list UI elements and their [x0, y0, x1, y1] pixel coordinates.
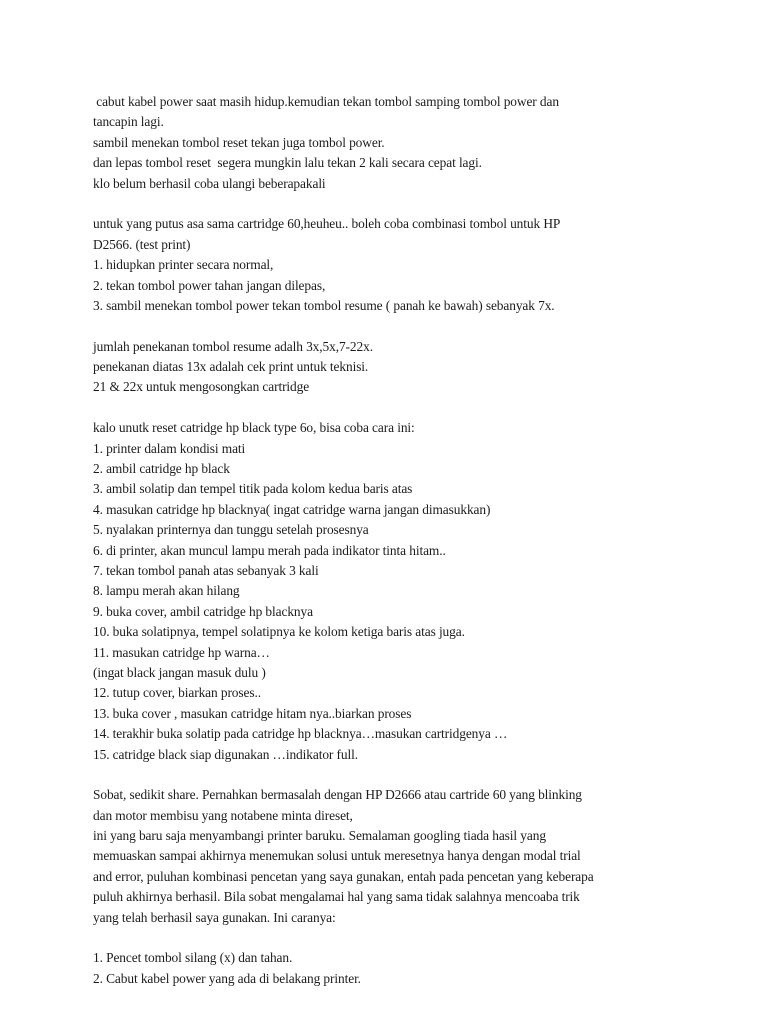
text-line: untuk yang putus asa sama cartridge 60,heuheu.. boleh coba combinasi tombol untuk HP [93, 216, 561, 232]
list-item: 11. masukan catridge hp warna… [93, 644, 270, 660]
text-line: dan motor membisu yang notabene minta direset, [93, 807, 353, 823]
list-item: 3. sambil menekan tombol power tekan tombol resume ( panah ke bawah) sebanyak 7x. [93, 297, 555, 313]
list-item: 13. buka cover , masukan catridge hitam nya..biarkan proses [93, 705, 412, 721]
text-line: memuaskan sampai akhirnya menemukan solusi untuk meresetnya hanya dengan modal trial [93, 848, 581, 864]
list-item: 1. hidupkan printer secara normal, [93, 257, 274, 273]
list-item: 5. nyalakan printernya dan tunggu setelah prosesnya [93, 522, 369, 538]
list-item: 6. di printer, akan muncul lampu merah pada indikator tinta hitam.. [93, 542, 446, 558]
text-line: cabut kabel power saat masih hidup.kemudian tekan tombol samping tombol power dan [93, 94, 559, 109]
text-line: Sobat, sedikit share. Pernahkan bermasalah dengan HP D2666 atau cartride 60 yang blinking [93, 787, 582, 803]
text-line: tancapin lagi. [93, 114, 164, 130]
list-item: 3. ambil solatip dan tempel titik pada kolom kedua baris atas [93, 481, 413, 497]
text-line: and error, puluhan kombinasi pencetan yang saya gunakan, entah pada pencetan yang keberapa [93, 868, 594, 884]
list-item: 1. printer dalam kondisi mati [93, 440, 246, 456]
document-page [93, 92, 723, 1010]
paragraph-resume-count [93, 337, 723, 398]
paragraph-reset-intro [93, 92, 723, 194]
text-line: kalo unutk reset catridge hp black type 6o, bisa coba cara ini: [93, 420, 415, 436]
list-item: 1. Pencet tombol silang (x) dan tahan. [93, 950, 293, 966]
list-item: 9. buka cover, ambil catridge hp blacknya [93, 603, 313, 619]
text-line: jumlah penekanan tombol resume adalh 3x,5x,7-22x. [93, 338, 373, 354]
paragraph-cartridge-60-combination [93, 214, 723, 316]
list-item: 4. masukan catridge hp blacknya( ingat catridge warna jangan dimasukkan) [93, 501, 491, 517]
paragraph-sobat-share [93, 785, 723, 928]
list-item: 15. catridge black siap digunakan …indikator full. [93, 746, 358, 762]
list-item: 10. buka solatipnya, tempel solatipnya ke kolom ketiga baris atas juga. [93, 624, 465, 640]
text-line: ini yang baru saja menyambangi printer baruku. Semalaman googling tiada hasil yang [93, 828, 546, 844]
text-line: D2566. (test print) [93, 236, 191, 252]
list-item: 2. tekan tombol power tahan jangan dilepas, [93, 277, 326, 293]
list-item: 7. tekan tombol panah atas sebanyak 3 kali [93, 562, 319, 578]
list-item-note: (ingat black jangan masuk dulu ) [93, 664, 266, 680]
paragraph-black-cartridge-reset [93, 418, 723, 765]
list-item: 2. ambil catridge hp black [93, 461, 230, 477]
text-line: penekanan diatas 13x adalah cek print untuk teknisi. [93, 359, 369, 375]
list-item: 8. lampu merah akan hilang [93, 583, 240, 599]
paragraph-final-steps [93, 948, 723, 989]
text-line: sambil menekan tombol reset tekan juga tombol power. [93, 134, 385, 150]
text-line: klo belum berhasil coba ulangi beberapakali [93, 175, 326, 191]
text-line: puluh akhirnya berhasil. Bila sobat mengalamai hal yang sama tidak salahnya mencoaba trik [93, 889, 580, 905]
list-item: 14. terakhir buka solatip pada catridge hp blacknya…masukan cartridgenya … [93, 726, 508, 742]
list-item: 2. Cabut kabel power yang ada di belakang printer. [93, 970, 361, 986]
text-line: 21 & 22x untuk mengosongkan cartridge [93, 379, 310, 395]
text-line: dan lepas tombol reset segera mungkin lalu tekan 2 kali secara cepat lagi. [93, 155, 482, 171]
list-item: 12. tutup cover, biarkan proses.. [93, 685, 261, 701]
text-line: yang telah berhasil saya gunakan. Ini caranya: [93, 909, 336, 925]
